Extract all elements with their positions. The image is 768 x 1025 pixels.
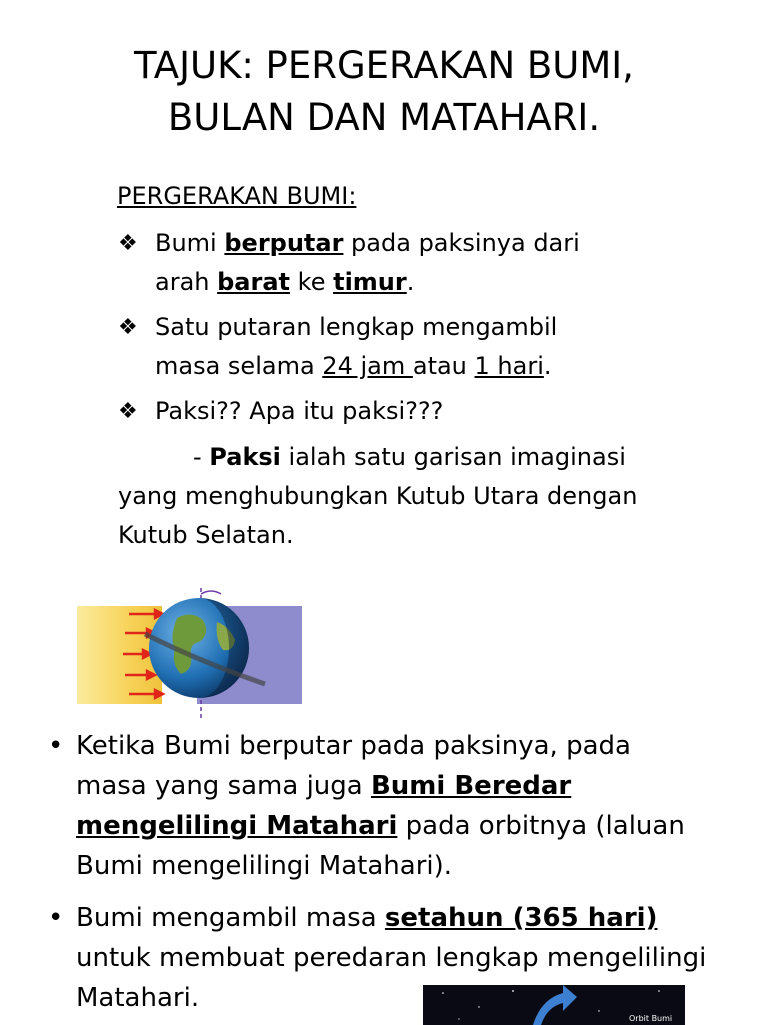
four-diamond-bullet-icon: ❖ <box>118 315 138 340</box>
orbit-label: Orbit Bumi <box>629 1014 673 1023</box>
keyword-bumi-beredar: Bumi Beredar mengelilingi Matahari <box>76 771 572 841</box>
paksi-definition: - Paksi ialah satu garisan imaginasi yang menghubungkan Kutub Utara dengan Kutub Selatan. <box>118 443 638 549</box>
keyword-barat: barat <box>217 268 291 296</box>
bullet-item-rotation <box>118 224 618 302</box>
title-line-2: BULAN DAN MATAHARI. <box>167 96 601 139</box>
keyword-berputar: berputar <box>224 229 344 257</box>
section-heading: PERGERAKAN BUMI: <box>117 182 357 210</box>
keyword-timur: timur <box>333 268 407 296</box>
title-line-1: TAJUK: PERGERAKAN BUMI, <box>134 44 634 87</box>
earth-rotation-illustration <box>77 588 302 718</box>
point-text: Ketika Bumi berputar pada paksinya, pada masa yang sama juga Bumi Beredar mengelilingi Matahari pada orbitnya (laluan Bumi mengelilingi Matahari). <box>76 731 685 881</box>
value-24-jam: 24 jam <box>322 352 413 380</box>
bullet-item-question <box>118 392 638 431</box>
bullet-text: Bumi berputar pada paksinya dari arah barat ke timur. <box>155 229 580 296</box>
point-text: Bumi mengambil masa setahun (365 hari) untuk membuat peredaran lengkap mengelilingi Matahari. <box>76 903 707 1013</box>
value-1-hari: 1 hari <box>474 352 544 380</box>
round-bullet-icon: • <box>48 903 64 933</box>
rotation-arrow-icon <box>201 591 221 594</box>
term-paksi: Paksi <box>209 443 281 471</box>
four-diamond-bullet-icon: ❖ <box>118 231 138 256</box>
bullet-item-duration <box>118 308 618 386</box>
bullet-text: Satu putaran lengkap mengambil masa selama 24 jam atau 1 hari. <box>155 313 558 380</box>
four-diamond-bullet-icon: ❖ <box>118 399 138 424</box>
earth-orbit-illustration <box>423 985 685 1025</box>
round-bullet-icon: • <box>48 731 64 761</box>
point-revolution <box>48 726 708 886</box>
bullet-text: Paksi?? Apa itu paksi??? <box>155 397 444 425</box>
page-title <box>0 40 768 144</box>
keyword-setahun: setahun (365 hari) <box>384 903 658 933</box>
